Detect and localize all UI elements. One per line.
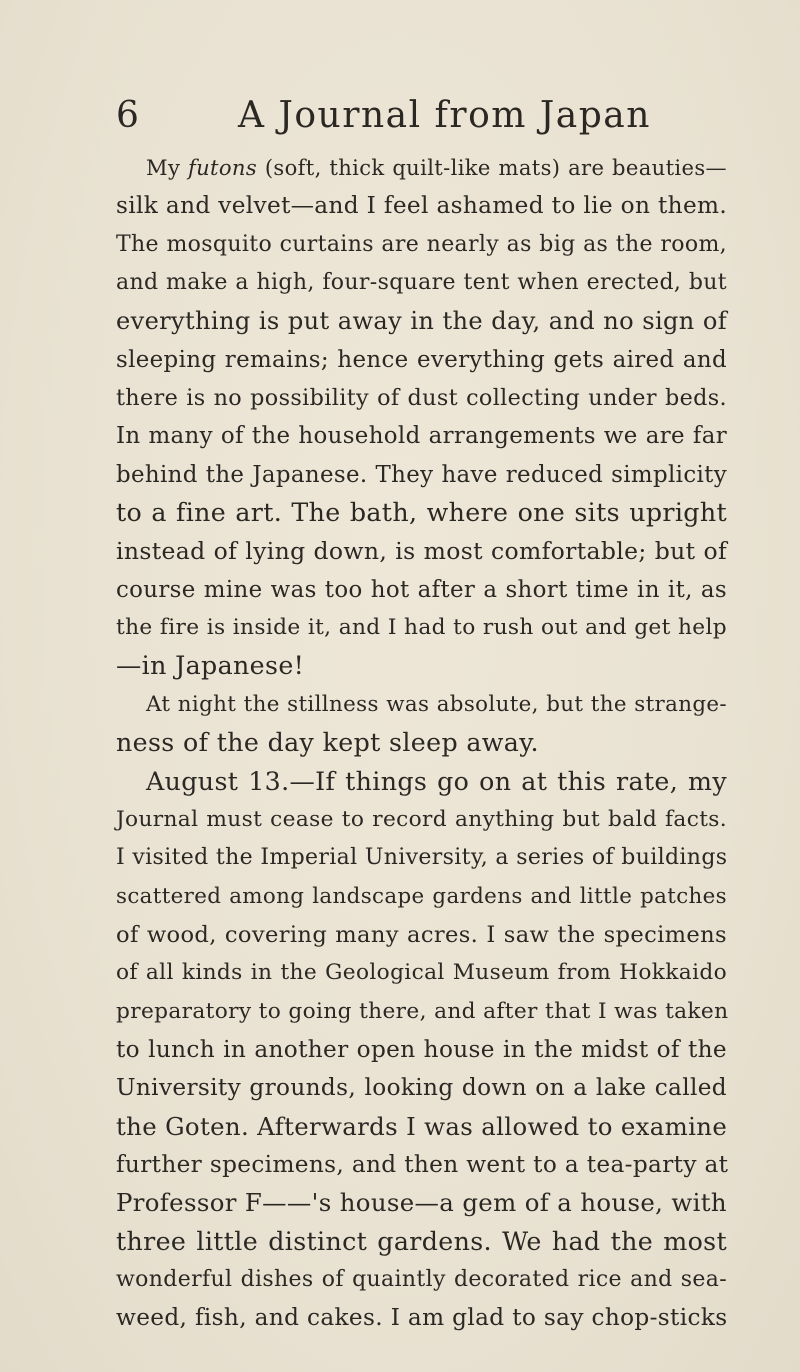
text-line: My futons (soft, thick quilt-like mats) are beauties— xyxy=(146,155,727,180)
text-line: sleeping remains; hence everything gets aired and xyxy=(116,346,727,373)
page-number: 6 xyxy=(116,95,140,136)
text-line: further specimens, and then went to a tea-party at xyxy=(116,1150,729,1178)
text-line: everything is put away in the day, and no sign of xyxy=(116,307,727,336)
text-line: I visited the Imperial University, a series of buildings xyxy=(116,845,728,871)
body-text xyxy=(116,149,727,1338)
text-line: The mosquito curtains are nearly as big as the room, xyxy=(116,231,727,257)
text-line: Professor F——'s house—a gem of a house, with xyxy=(116,1188,727,1218)
text-line: Journal must cease to record anything but bald facts. xyxy=(116,806,727,832)
text-line: At night the stillness was absolute, but the strange- xyxy=(146,691,727,717)
text-line: and make a high, four-square tent when erected, but xyxy=(116,270,727,296)
text-line: course mine was too hot after a short time in it, as xyxy=(116,576,727,603)
text-line: In many of the household arrangements we are far xyxy=(116,423,727,450)
page-header xyxy=(116,94,696,138)
text-line: to lunch in another open house in the midst of the xyxy=(116,1035,727,1063)
italic-word: futons xyxy=(187,155,258,180)
text-line: the fire is inside it, and I had to rush out and get help xyxy=(116,615,727,641)
text-line: behind the Japanese. They have reduced simplicity xyxy=(116,461,727,488)
text-line: the Goten. Afterwards I was allowed to examine xyxy=(116,1111,728,1141)
text-line: wonderful dishes of quaintly decorated rice and sea- xyxy=(116,1266,727,1292)
text-line: of wood, covering many acres. I saw the specimens xyxy=(116,921,727,948)
text-line: silk and velvet—and I feel ashamed to lie on them. xyxy=(116,192,728,220)
running-title: A Journal from Japan xyxy=(238,95,651,136)
text-line: of all kinds in the Geological Museum from Hokkaido xyxy=(116,960,727,986)
text-line: three little distinct gardens. We had the most xyxy=(116,1226,727,1256)
text-line: scattered among landscape gardens and little patches xyxy=(116,883,727,909)
text-line: ness of the day kept sleep away. xyxy=(116,728,539,758)
text-line: —in Japanese! xyxy=(116,651,305,681)
text-line: August 13.—If things go on at this rate, my xyxy=(146,766,727,796)
text-line: there is no possibility of dust collecting under beds. xyxy=(116,385,727,412)
text-line: to a fine art. The bath, where one sits upright xyxy=(116,498,727,528)
text-line: instead of lying down, is most comfortable; but of xyxy=(116,537,727,566)
text-line: preparatory to going there, and after that I was taken xyxy=(116,998,729,1024)
text-line: weed, fish, and cakes. I am glad to say chop-sticks xyxy=(116,1304,728,1332)
text-line: University grounds, looking down on a lake called xyxy=(116,1074,727,1102)
